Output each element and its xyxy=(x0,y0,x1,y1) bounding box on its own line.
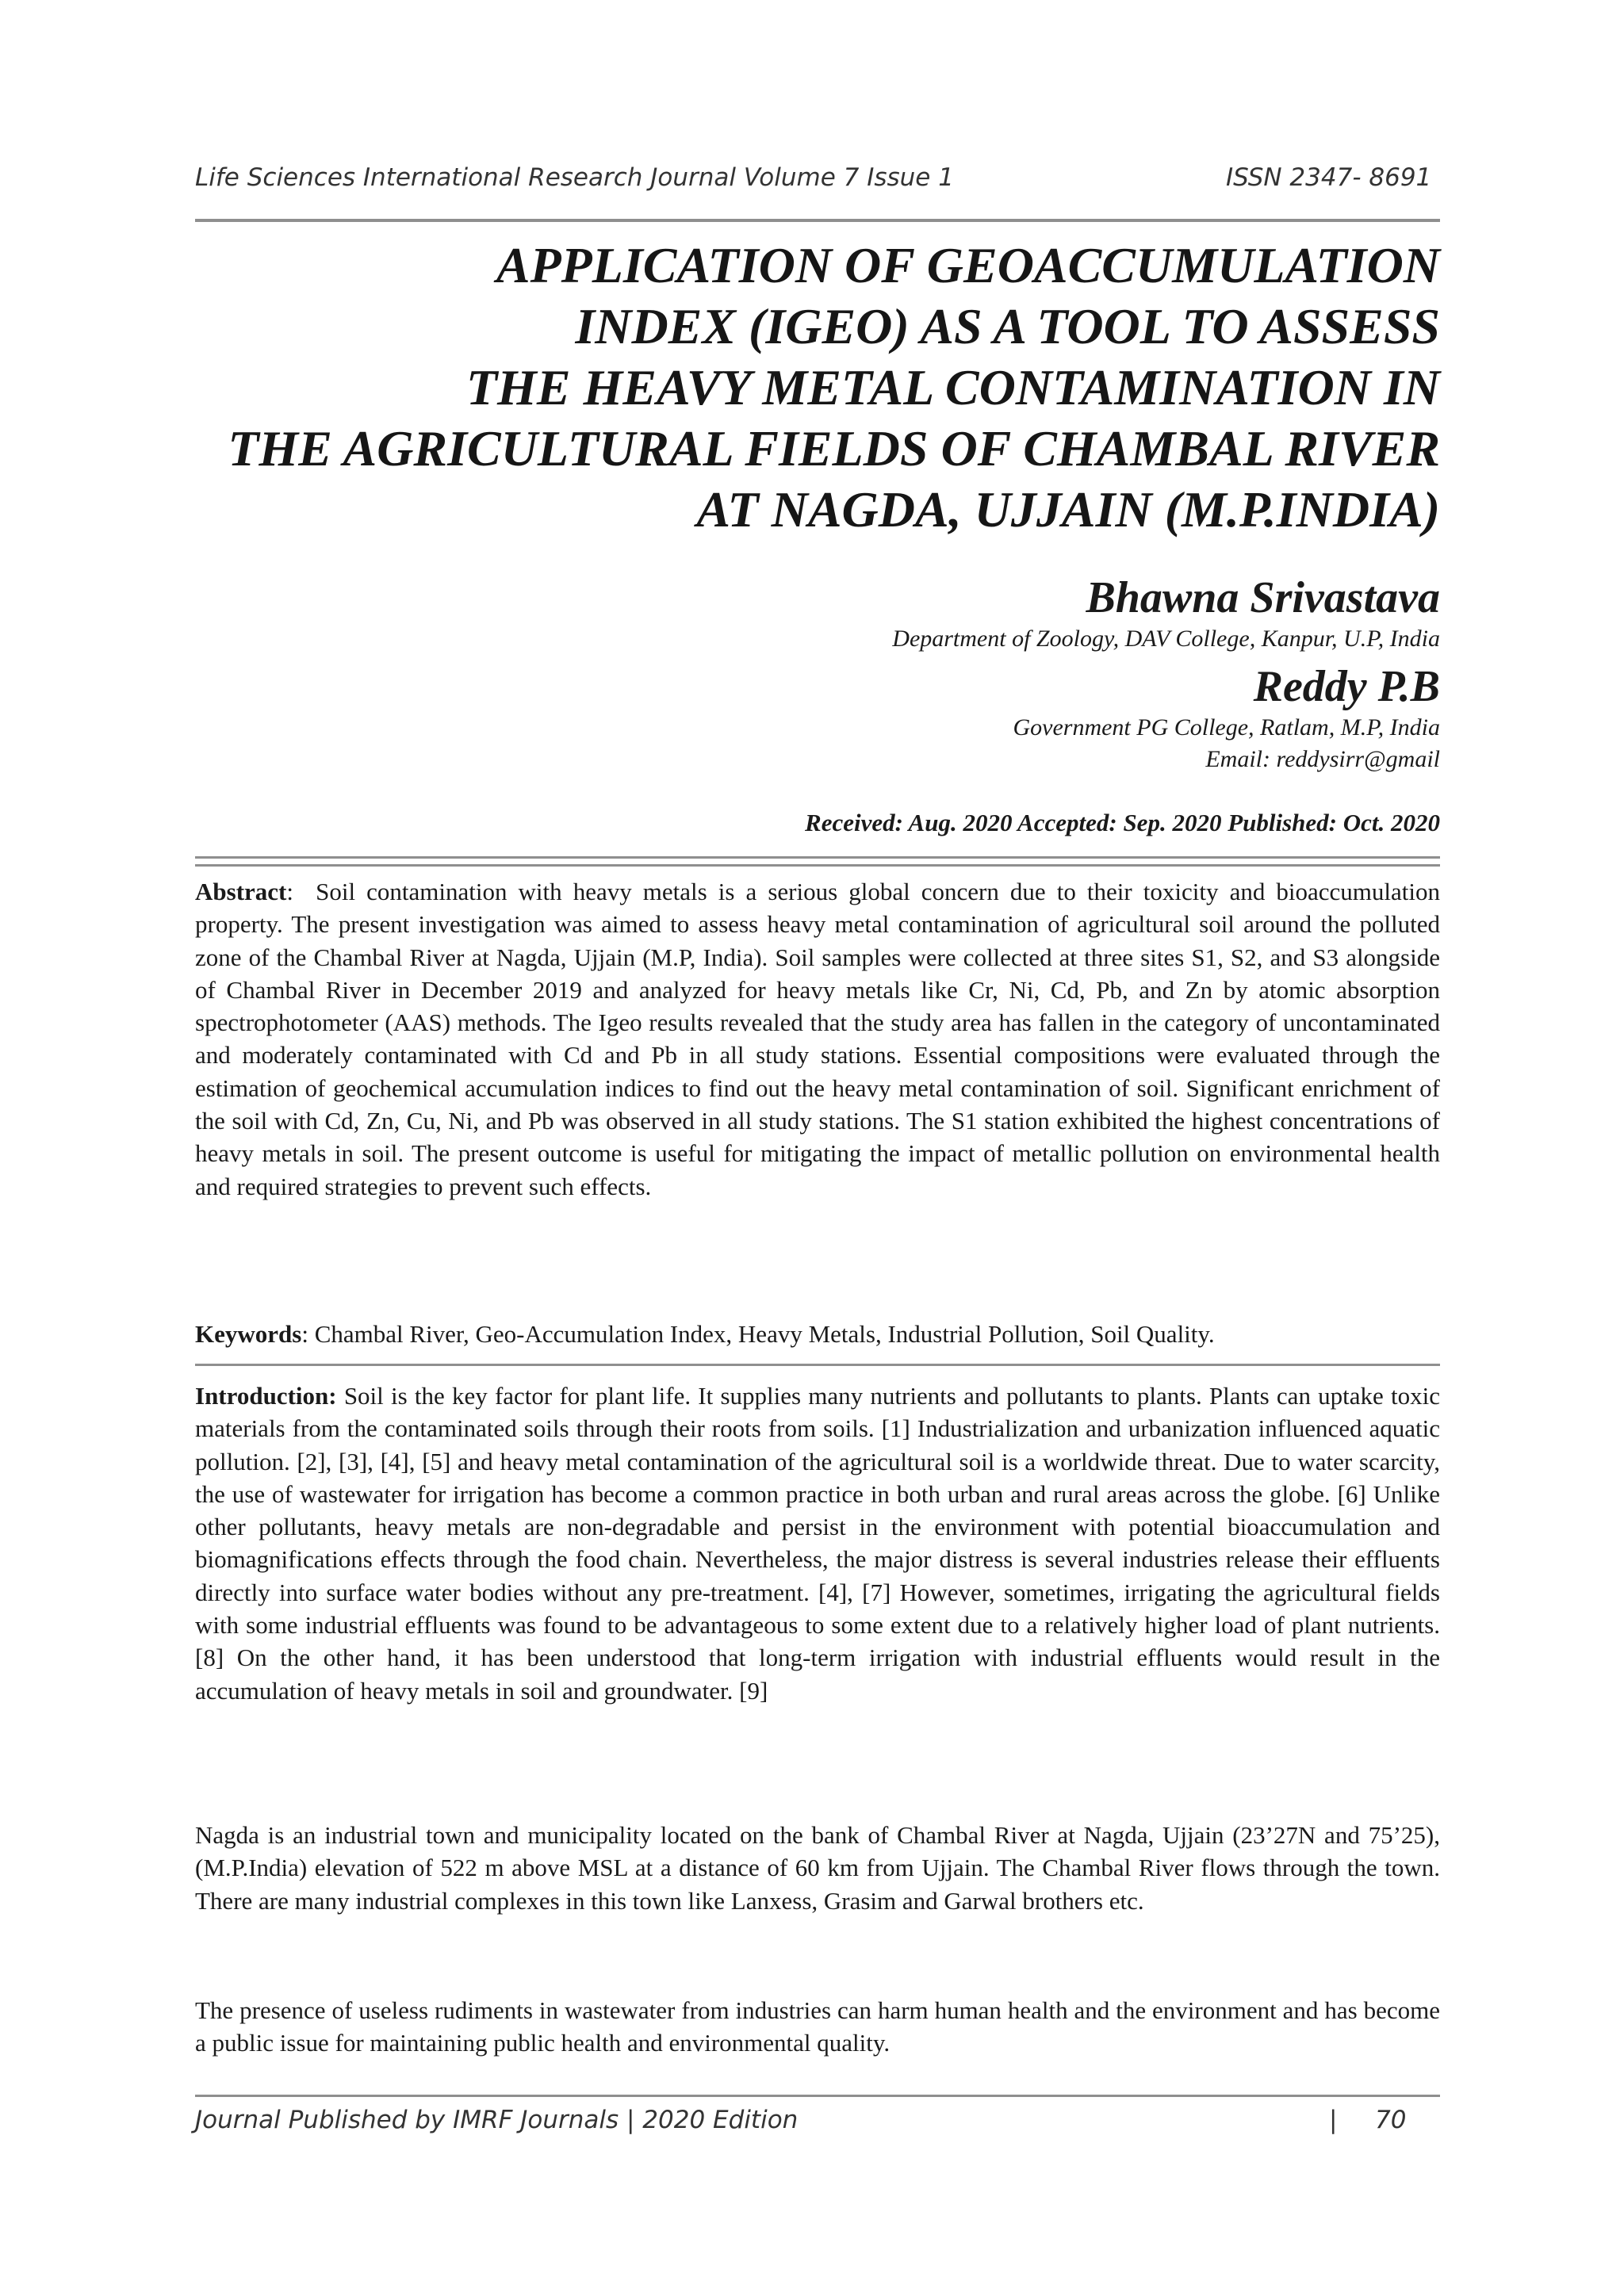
keywords-rule xyxy=(195,1364,1440,1366)
footer-separator: | xyxy=(1329,2106,1338,2134)
keywords-text: Chambal River, Geo-Accumulation Index, Heavy Metals, Industrial Pollution, Soil Quality. xyxy=(314,1320,1215,1348)
paper-page xyxy=(195,0,1440,2296)
journal-name: Life Sciences International Research Journal Volume 7 Issue 1 xyxy=(195,163,954,192)
abstract-text: Soil contamination with heavy metals is a serious global concern due to their toxicity and bioaccumulation property. The present investigation was aimed to assess heavy metal contamination of agricultural soil around the polluted zone of the Chambal River at Nagda, Ujjain (M.P, India). Soil samples were collected at three sites S1, S2, and S3 alongside of Chambal River in December 2019 and analyzed for heavy metals like Cr, Ni, Cd, Pb, and Zn by atomic absorption spectrophotometer (AAS) methods. The Igeo results revealed that the study area has fallen in the category of uncontaminated and moderately contaminated with Cd and Pb in all study stations. Essential compositions were evaluated through the estimation of geochemical accumulation indices to find out the heavy metal contamination of soil. Significant enrichment of the soil with Cd, Zn, Cu, Ni, and Pb was observed in all study stations. The S1 station exhibited the highest concentrations of heavy metals in soil. The present outcome is useful for mitigating the impact of metallic pollution on environmental health and required strategies to prevent such effects. xyxy=(195,878,1440,1200)
title-line: APPLICATION OF GEOACCUMULATION xyxy=(496,237,1440,293)
keywords: Keywords: Chambal River, Geo-Accumulation Index, Heavy Metals, Industrial Pollution, Soil Quality. xyxy=(195,1320,1215,1348)
title-line: THE AGRICULTURAL FIELDS OF CHAMBAL RIVER xyxy=(228,420,1440,476)
article-title xyxy=(195,235,1440,540)
introduction-text: Soil is the key factor for plant life. It supplies many nutrients and pollutants to plants. Plants can uptake toxic materials from the contaminated soils through their roots from soils. [1] Industrialization and urbanization influenced aquatic pollution. [2], [3], [4], [5] and heavy metal contamination of the agricultural soil is a worldwide threat. Due to water scarcity, the use of wastewater for irrigation has become a common practice in both urban and rural areas across the globe. [6] Unlike other pollutants, heavy metals are non-degradable and persist in the environment with potential bioaccumulation and biomagnifications effects through the food chain. Nevertheless, the major distress is several industries release their effluents directly into surface water bodies without any pre-treatment. [4], [7] However, sometimes, irrigating the agricultural fields with some industrial effluents was found to be advantageous to some extent due to a relatively higher load of plant nutrients. [8] On the other hand, it has been understood that long-term irrigation with industrial effluents would result in the accumulation of heavy metals in soil and groundwater. [9] xyxy=(195,1382,1441,1705)
title-line: THE HEAVY METAL CONTAMINATION IN xyxy=(465,359,1440,415)
paragraph-nagda: Nagda is an industrial town and municipality located on the bank of Chambal River at Nagda, Ujjain (23’27N and 75’25), (M.P.India) elevation of 522 m above MSL at a distance of 60 km from Ujjain. The Chambal River flows through the town. There are many industrial complexes in this town like Lanxess, Grasim and Garwal brothers etc. xyxy=(195,1821,1440,1915)
author-name: Bhawna Srivastava xyxy=(1086,573,1440,622)
author-2 xyxy=(1013,661,1440,775)
header-rule xyxy=(195,219,1440,222)
abstract-rule-top xyxy=(195,856,1440,859)
footer-rule xyxy=(195,2095,1440,2097)
title-line: AT NAGDA, UJJAIN (M.P.INDIA) xyxy=(696,481,1440,538)
introduction-label: Introduction: xyxy=(195,1382,337,1410)
author-affiliation: Government PG College, Ratlam, M.P, India xyxy=(1013,714,1440,740)
abstract: Abstract: Soil contamination with heavy metals is a serious global concern due to their toxicity and bioaccumulation property. The present investigation was aimed to assess heavy metal contamination of agricultural soil around the polluted zone of the Chambal River at Nagda, Ujjain (M.P, India). Soil samples were collected at three sites S1, S2, and S3 alongside of Chambal River in December 2019 and analyzed for heavy metals like Cr, Ni, Cd, Pb, and Zn by atomic absorption spectrophotometer (AAS) methods. The Igeo results revealed that the study area has fallen in the category of uncontaminated and moderately contaminated with Cd and Pb in all study stations. Essential compositions were evaluated through the estimation of geochemical accumulation indices to find out the heavy metal contamination of soil. Significant enrichment of the soil with Cd, Zn, Cu, Ni, and Pb was observed in all study stations. The S1 station exhibited the highest concentrations of heavy metals in soil. The present outcome is useful for mitigating the impact of metallic pollution on environmental health and required strategies to prevent such effects. xyxy=(195,878,1440,1200)
author-name: Reddy P.B xyxy=(1253,662,1440,711)
author-email: Email: reddysirr@gmail xyxy=(1205,746,1440,772)
publication-dates: Received: Aug. 2020 Accepted: Sep. 2020 Published: Oct. 2020 xyxy=(805,809,1440,836)
author-1 xyxy=(892,572,1440,655)
page-number: 70 xyxy=(1375,2106,1407,2134)
paragraph-presence: The presence of useless rudiments in wastewater from industries can harm human health and the environment and has become a public issue for maintaining public health and environmental quality. xyxy=(195,1996,1440,2057)
title-line: INDEX (IGEO) AS A TOOL TO ASSESS xyxy=(575,298,1440,354)
keywords-label: Keywords xyxy=(195,1320,302,1348)
issn: ISSN 2347- 8691 xyxy=(1226,163,1432,192)
introduction xyxy=(195,1380,1440,1707)
footer-text: Journal Published by IMRF Journals | 2020 Edition xyxy=(195,2106,799,2134)
abstract-rule-top-2 xyxy=(195,864,1440,867)
author-affiliation: Department of Zoology, DAV College, Kanpur, U.P, India xyxy=(892,626,1440,652)
abstract-label: Abstract xyxy=(195,878,287,905)
